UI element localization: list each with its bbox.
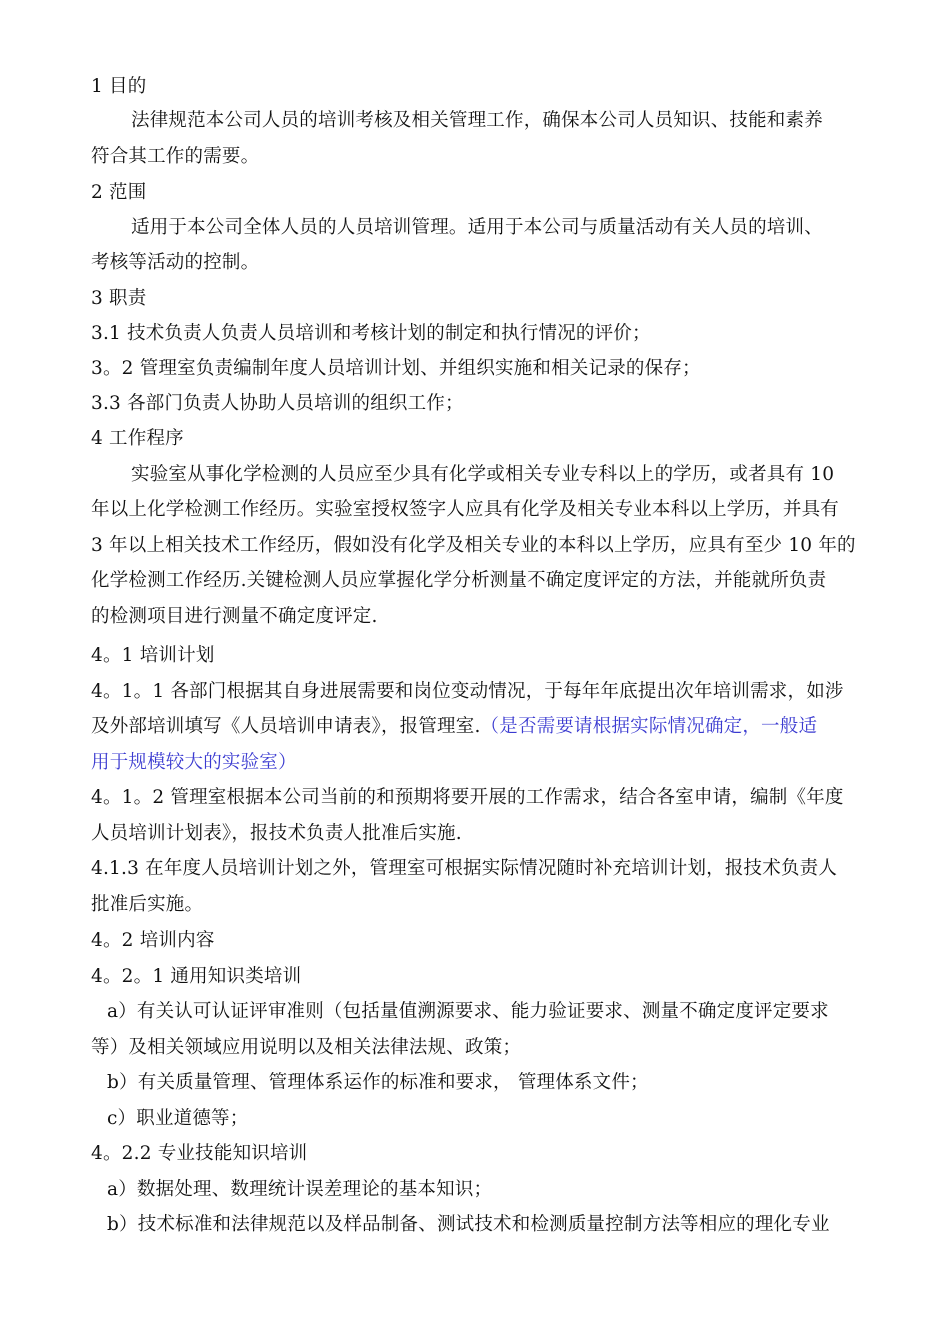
paragraph-text: 及外部培训填写《人员培训申请表》，报管理室. [91,716,481,737]
section-heading: 4。2 培训内容 [91,930,215,951]
paragraph-line: 法律规范本公司人员的培训考核及相关管理工作，确保本公司人员知识、技能和素养 [131,110,823,131]
paragraph-line: 4。1。2 管理室根据本公司当前的和预期将要开展的工作需求，结合各室申请，编制《年度 [91,787,844,808]
heading-scope: 2 范围 [91,182,147,203]
paragraph-line: 4。1。1 各部门根据其自身进展需要和岗位变动情况，于每年年底提出次年培训需求，如涉 [91,681,844,702]
subsection-heading: 4。2.2 专业技能知识培训 [91,1143,308,1164]
paragraph-line: 符合其工作的需要。 [91,146,260,167]
paragraph-line: 适用于本公司全体人员的人员培训管理。适用于本公司与质量活动有关人员的培训、 [131,217,823,238]
paragraph-line: 人员培训计划表》，报技术负责人批准后实施. [91,823,462,844]
list-item: 3。2 管理室负责编制年度人员培训计划、并组织实施和相关记录的保存； [91,358,701,379]
paragraph-line: 批准后实施。 [91,894,204,915]
heading-purpose: 1 目的 [91,76,147,97]
list-item: 3.1 技术负责人负责人员培训和考核计划的制定和执行情况的评价； [91,323,651,344]
heading-duties: 3 职责 [91,288,147,309]
list-item: b）有关质量管理、管理体系运作的标准和要求， 管理体系文件； [107,1072,649,1093]
section-heading: 4。1 培训计划 [91,645,215,666]
note-text: 用于规模较大的实验室） [91,752,297,773]
paragraph-line: 化学检测工作经历.关键检测人员应掌握化学分析测量不确定度评定的方法，并能就所负责 [91,570,827,591]
paragraph-line: 4.1.3 在年度人员培训计划之外，管理室可根据实际情况随时补充培训计划，报技术负责人 [91,858,838,879]
paragraph-line: 实验室从事化学检测的人员应至少具有化学或相关专业专科以上的学历，或者具有 10 [131,464,835,485]
note-text: （是否需要请根据实际情况确定，一般适 [480,716,818,737]
list-item: 3.3 各部门负责人协助人员培训的组织工作； [91,393,464,414]
subsection-heading: 4。2。1 通用知识类培训 [91,966,302,987]
paragraph-line [91,710,817,744]
list-item: a）有关认可认证评审准则（包括量值溯源要求、能力验证要求、测量不确定度评定要求 [107,1001,829,1022]
heading-procedure: 4 工作程序 [91,428,184,449]
paragraph-line: 年以上化学检测工作经历。实验室授权签字人应具有化学及相关专业本科以上学历，并具有 [91,499,840,520]
list-item: c）职业道德等； [107,1108,249,1129]
list-item: b）技术标准和法律规范以及样品制备、测试技术和检测质量控制方法等相应的理化专业 [107,1214,830,1235]
paragraph-line: 3 年以上相关技术工作经历，假如没有化学及相关专业的本科以上学历，应具有至少 10 年的 [91,535,856,556]
paragraph-line: 的检测项目进行测量不确定度评定. [91,606,378,627]
paragraph-line: 考核等活动的控制。 [91,252,260,273]
list-item: 等）及相关领域应用说明以及相关法律法规、政策； [91,1037,522,1058]
list-item: a）数据处理、数理统计误差理论的基本知识； [107,1179,493,1200]
